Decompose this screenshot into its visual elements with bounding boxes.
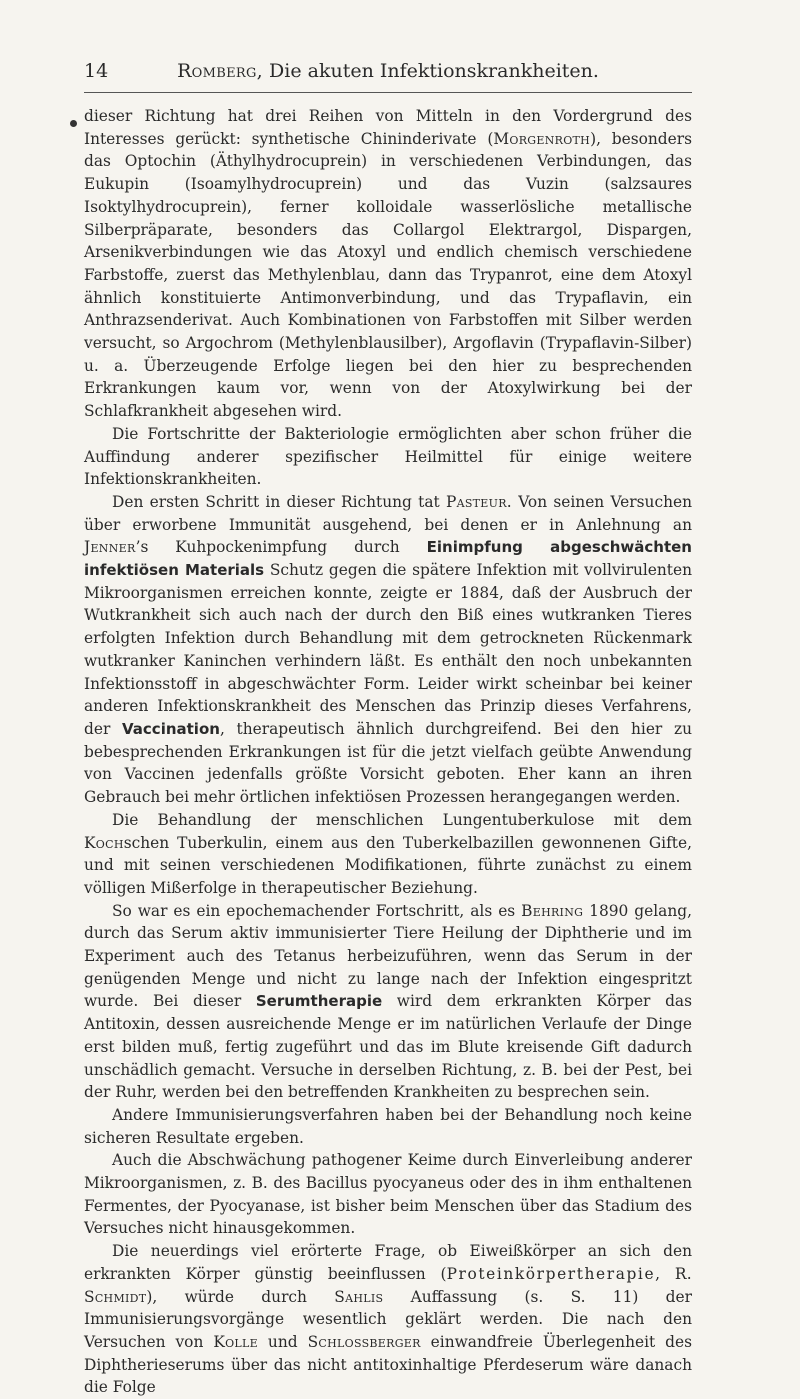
page-number: 14 bbox=[84, 60, 109, 82]
paragraph-1: dieser Richtung hat drei Reihen von Mitteln in den Vordergrund des Interesses gerückt: synthetische Chininderivate (Morgenroth), besonders das Optochin (Äthylhydrocuprein) in verschiedenen Verbindungen, das Eukupin (Isoamylhydrocuprein) und das Vuzin (salzsaures Isoktylhydrocuprein), ferner kolloidale wasserlösliche metallische Silberpräparate, besonders das Collargol Elektrargol, Dispargen, Arsenikverbindungen wie das Atoxyl und endlich chemisch verschiedene Farbstoffe, zuerst das Methylenblau, dann das Trypanrot, eine dem Atoxyl ähnlich konstituierte Antimonverbindung, und das Trypaflavin, ein Anthrazsenderivat. Auch Kombinationen von Farbstoffen mit Silber werden versucht, so Argochrom (Methylenblausilber), Argoflavin (Trypaflavin-Silber) u. a. Überzeugende Erfolge liegen bei den hier zu besprechenden Erkrankungen kaum vor, wenn von der Atoxylwirkung bei der Schlafkrankheit abgesehen wird. bbox=[84, 107, 692, 421]
paragraph-7: Auch die Abschwächung pathogener Keime durch Einverleibung anderer Mikroorganismen, z. B. des Bacillus pyocyaneus oder des in ihm enthaltenen Fermentes, der Pyocyanase, ist bisher beim Menschen über das Stadium des Versuches nicht hinausgekommen. bbox=[84, 1151, 692, 1238]
paragraph-4: Die Behandlung der menschlichen Lungentuberkulose mit dem Kochschen Tuberkulin, einem aus den Tuberkelbazillen gewonnenen Gifte, und mit seinen verschiedenen Modifikationen, führte zunächst zu einem völligen Mißerfolge in therapeutischer Beziehung. bbox=[84, 810, 692, 897]
running-title bbox=[84, 60, 692, 82]
paragraph-2: Die Fortschritte der Bakteriologie ermöglichten aber schon früher die Auffindung anderer spezifischer Heilmittel für einige weitere Infektionskrankheiten. bbox=[84, 424, 692, 489]
author-name: Romberg, bbox=[177, 60, 263, 82]
header-rule bbox=[84, 92, 692, 93]
paragraph-8: Die neuerdings viel erörterte Frage, ob Eiweißkörper an sich den erkrankten Körper günstig beeinflussen (Proteinkörpertherapie, R. Schmidt), würde durch Sahlis Auffassung (s. S. 11) der Immunisierungsvorgänge wesentlich geklärt werden. Die nach den Versuchen von Kolle und Schlossberger einwandfreie Überlegenheit des Diphtherieserums über das nicht antitoxinhaltige Pferdeserum wäre danach die Folge bbox=[84, 1242, 693, 1397]
paragraph-6: Andere Immunisierungsverfahren haben bei der Behandlung noch keine sicheren Resultate ergeben. bbox=[84, 1105, 692, 1147]
margin-dot bbox=[70, 120, 77, 127]
paragraph-5: So war es ein epochemachender Fortschritt, als es Behring 1890 gelang, durch das Serum aktiv immunisierter Tiere Heilung der Diphtherie und im Experiment auch des Tetanus herbeizuführen, wenn das Serum in der genügenden Menge und nicht zu lange nach der Infektion eingespritzt wurde. Bei dieser Serumtherapie wird dem erkrankten Körper das Antitoxin, dessen ausreichende Menge er im natürlichen Verlaufe der Dinge erst bilden muß, fertig zugeführt und das im Blute kreisende Gift dadurch unschädlich gemacht. Versuche in derselben Richtung, z. B. bei der Pest, bei der Ruhr, werden bei den betreffenden Krankheiten zu besprechen sein. bbox=[84, 901, 692, 1102]
book-page bbox=[84, 60, 692, 1399]
chapter-title: Die akuten Infektionskrankheiten. bbox=[263, 60, 599, 82]
running-head bbox=[84, 60, 692, 90]
paragraph-3: Den ersten Schritt in dieser Richtung tat Pasteur. Von seinen Versuchen über erworbene Immunität ausgehend, bei denen er in Anlehnung an Jenner’s Kuhpockenimpfung durch Einimpfung abgeschwächten infektiösen Materials Schutz gegen die spätere Infektion mit vollvirulenten Mikroorganismen erreichen konnte, zeigte er 1884, daß der Ausbruch der Wutkrankheit sich auch nach der durch den Biß eines wutkranken Tieres erfolgten Infektion durch Behandlung mit dem getrockneten Rückenmark wutkranker Kaninchen verhindern läßt. Es enthält den noch unbekannten Infektionsstoff in abgeschwächter Form. Leider wirkt scheinbar bei keiner anderen Infektionskrankheit des Menschen das Prinzip dieses Verfahrens, der Vaccination, therapeutisch ähnlich durchgreifend. Bei den hier zu bebesprechenden Erkrankungen ist für die jetzt vielfach geübte Anwendung von Vaccinen jedenfalls größte Vorsicht geboten. Eher kann an ihren Gebrauch bei mehr örtlichen infektiösen Prozessen herangegangen werden. bbox=[84, 492, 692, 807]
